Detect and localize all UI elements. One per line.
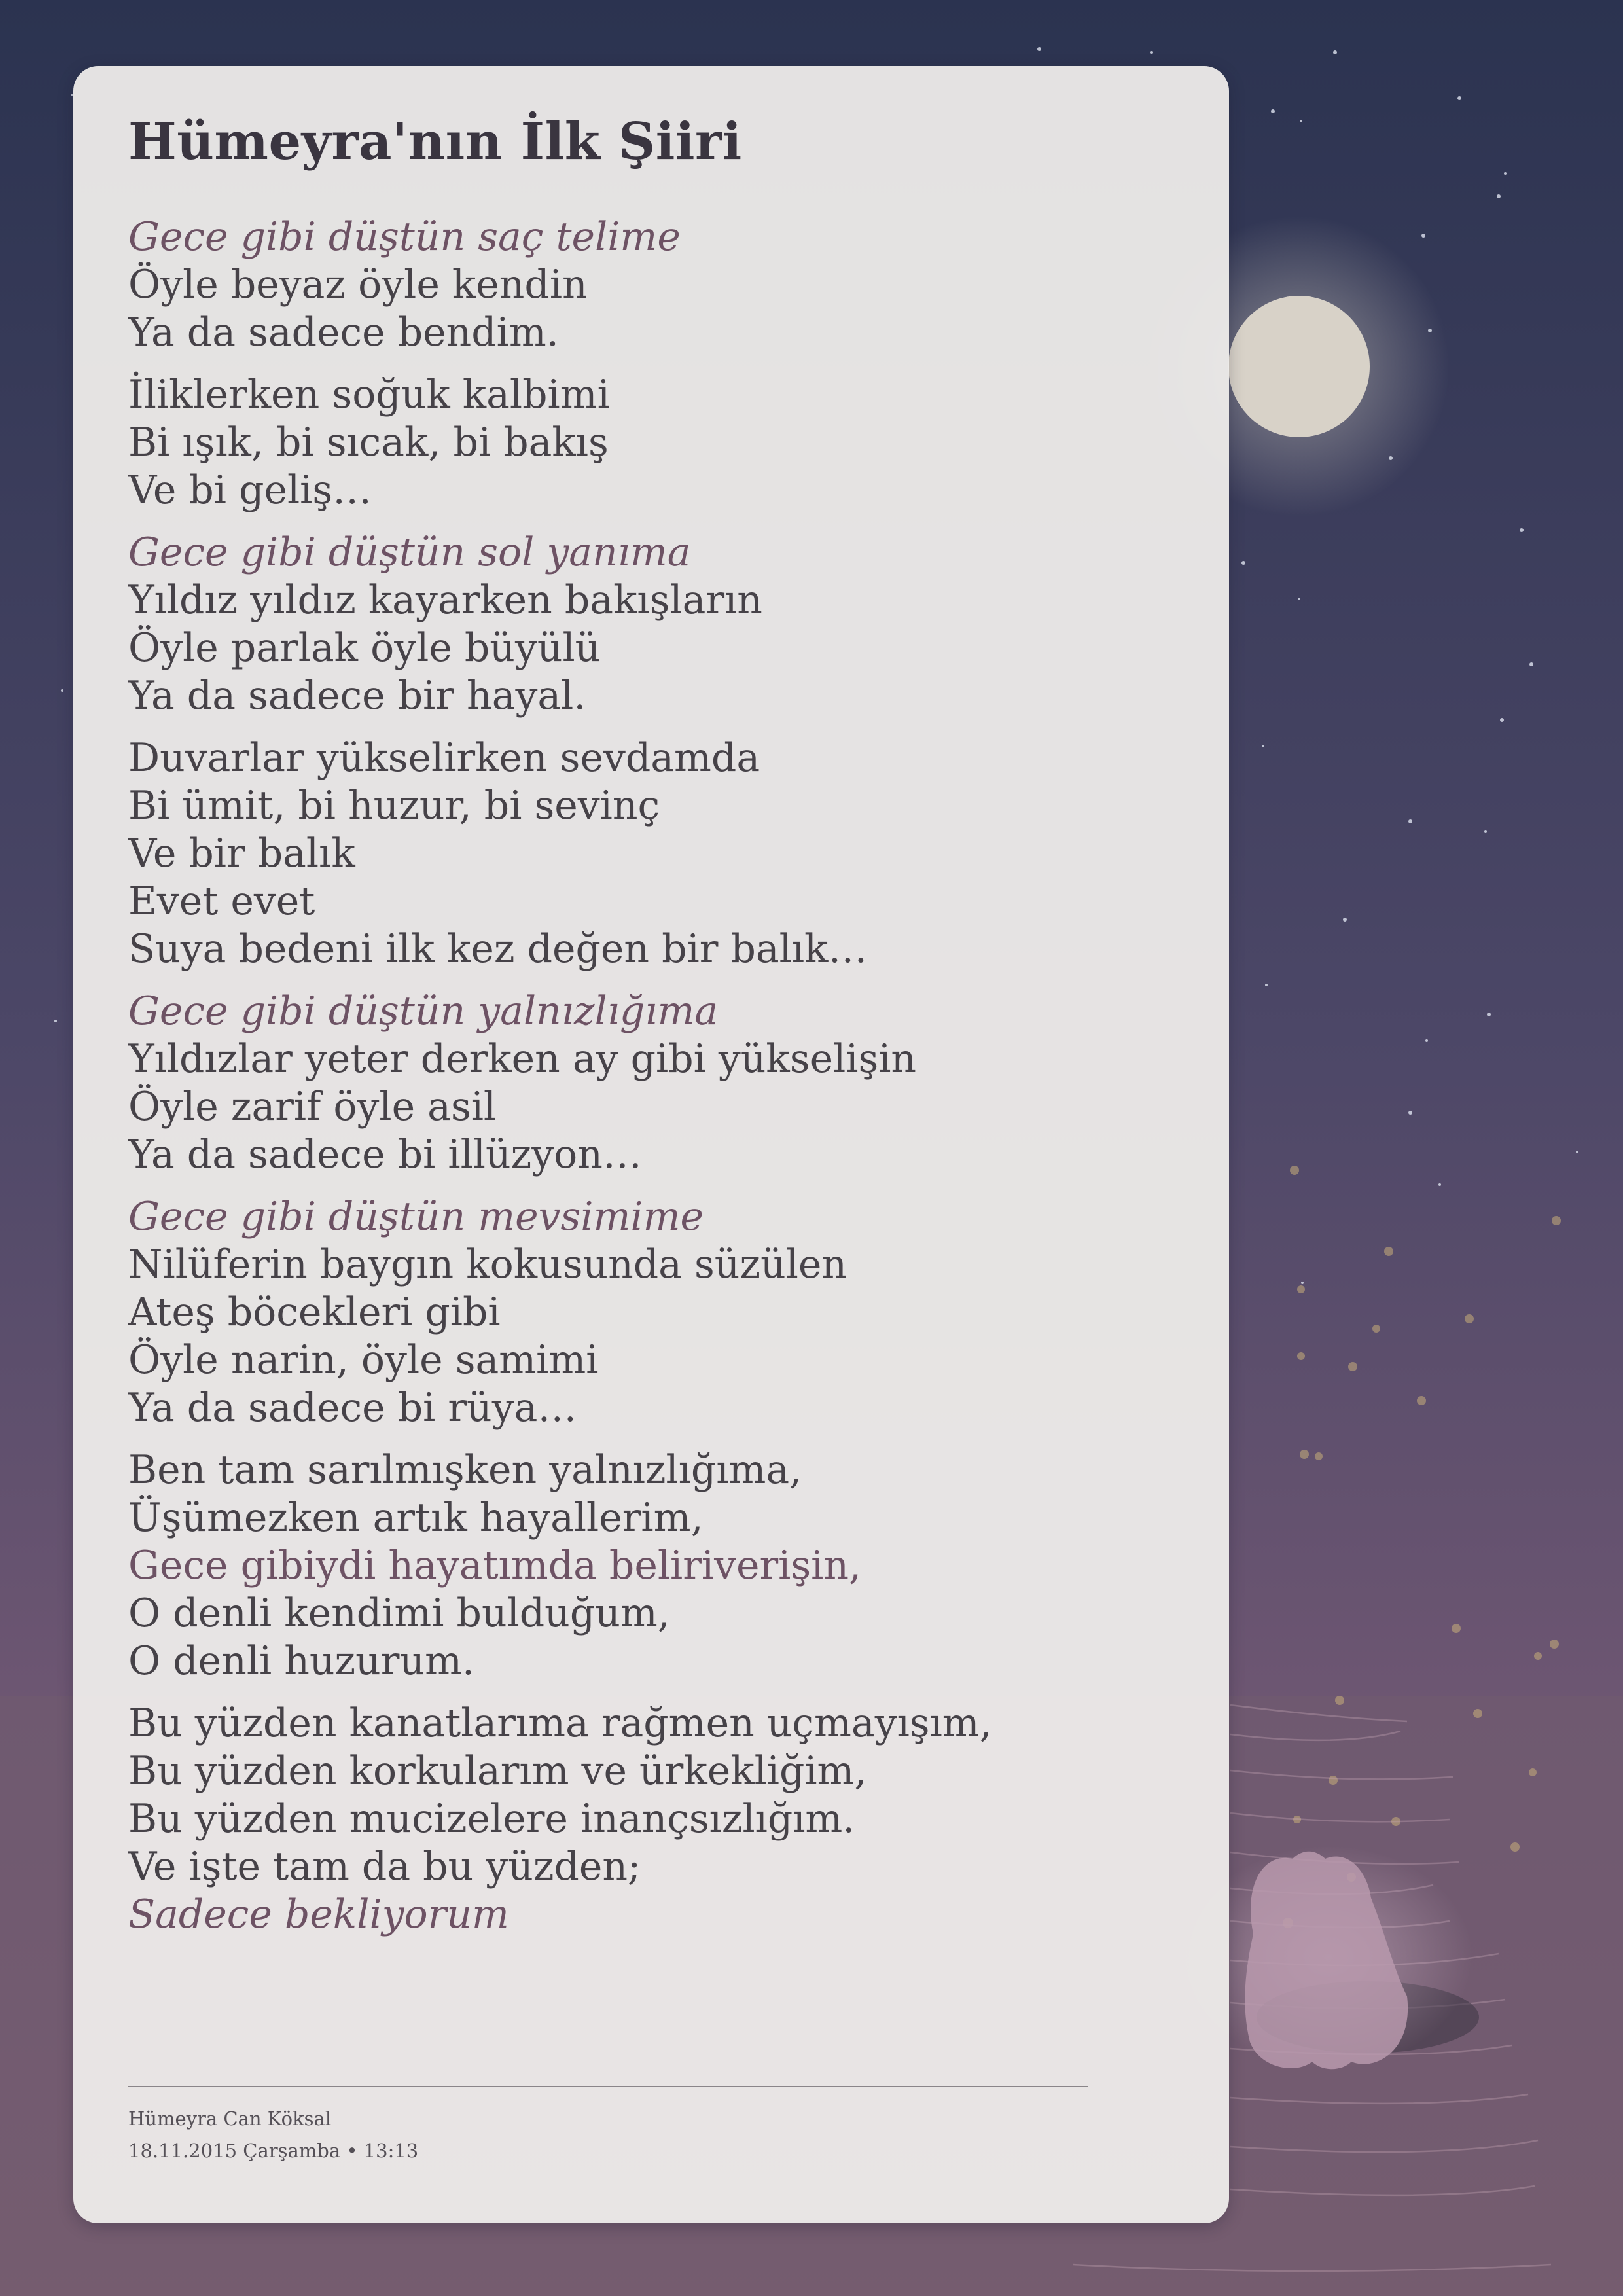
poem-line: Nilüferin baygın kokusunda süzülen xyxy=(128,1242,847,1287)
poem-stanza xyxy=(128,213,1202,357)
poem-line: Ben tam sarılmışken yalnızlığıma, xyxy=(128,1447,802,1493)
poem-line: Duvarlar yükselirken sevdamda xyxy=(128,735,760,781)
poem-line: İliklerken soğuk kalbimi xyxy=(128,372,610,418)
poem-line: Ya da sadece bi rüya… xyxy=(128,1385,577,1431)
poem-line: Bu yüzden mucizelere inançsızlığım. xyxy=(128,1796,855,1842)
poem-refrain-line: Sadece bekliyorum xyxy=(128,1892,509,1937)
poem-line: Yıldızlar yeter derken ay gibi yükselişin xyxy=(128,1036,917,1082)
poem-line: Üşümezken artık hayallerim, xyxy=(128,1495,704,1541)
poem-line: Ve bir balık xyxy=(128,831,355,876)
poem-line: Öyle zarif öyle asil xyxy=(128,1084,497,1130)
poem-line: Ateş böcekleri gibi xyxy=(128,1289,501,1335)
poem-stanza xyxy=(128,529,1202,720)
poem-line: Ya da sadece bir hayal. xyxy=(128,673,586,719)
poem-line: Bi ışık, bi sıcak, bi bakış xyxy=(128,420,609,465)
poem-line: Gece gibiydi hayatımda beliriverişin, xyxy=(128,1543,862,1588)
poem-line: Suya bedeni ilk kez değen bir balık… xyxy=(128,926,868,972)
poem-refrain-line: Gece gibi düştün saç telime xyxy=(128,214,681,260)
poem-line: Öyle parlak öyle büyülü xyxy=(128,625,601,671)
poem-stanza xyxy=(128,734,1202,973)
poem-line: Bu yüzden kanatlarıma rağmen uçmayışım, xyxy=(128,1700,992,1746)
footer-divider xyxy=(128,2086,1088,2087)
poem-stanza xyxy=(128,1193,1202,1432)
poem-refrain-line: Gece gibi düştün sol yanıma xyxy=(128,529,691,575)
poem-line: Bi ümit, bi huzur, bi sevinç xyxy=(128,783,660,829)
poem-card xyxy=(73,66,1229,2223)
poem-refrain-line: Gece gibi düştün mevsimime xyxy=(128,1194,704,1240)
poem-line: O denli huzurum. xyxy=(128,1638,475,1684)
poem-line: Ve işte tam da bu yüzden; xyxy=(128,1844,641,1890)
poem-refrain-line: Gece gibi düştün yalnızlığıma xyxy=(128,988,719,1034)
poem-line: Öyle beyaz öyle kendin xyxy=(128,262,588,308)
poem-line: Ya da sadece bi illüzyon… xyxy=(128,1132,642,1177)
poem-stanza xyxy=(128,371,1202,514)
poem-stanza xyxy=(128,1700,1202,1939)
poem-stanza xyxy=(128,1446,1202,1685)
poem-stanza xyxy=(128,988,1202,1179)
poem-body xyxy=(128,213,1202,1953)
moon xyxy=(1228,296,1370,437)
poem-line: Evet evet xyxy=(128,878,315,924)
poem-date: 18.11.2015 Çarşamba • 13:13 xyxy=(128,2140,419,2162)
poem-line: Ya da sadece bendim. xyxy=(128,310,559,355)
poem-line: Öyle narin, öyle samimi xyxy=(128,1337,599,1383)
poem-line: O denli kendimi bulduğum, xyxy=(128,1590,670,1636)
poem-line: Ve bi geliş… xyxy=(128,467,372,513)
poem-line: Yıldız yıldız kayarken bakışların xyxy=(128,577,762,623)
author-name: Hümeyra Can Köksal xyxy=(128,2108,332,2130)
poem-title: Hümeyra'nın İlk Şiiri xyxy=(128,112,742,171)
poem-line: Bu yüzden korkularım ve ürkekliğim, xyxy=(128,1748,867,1794)
